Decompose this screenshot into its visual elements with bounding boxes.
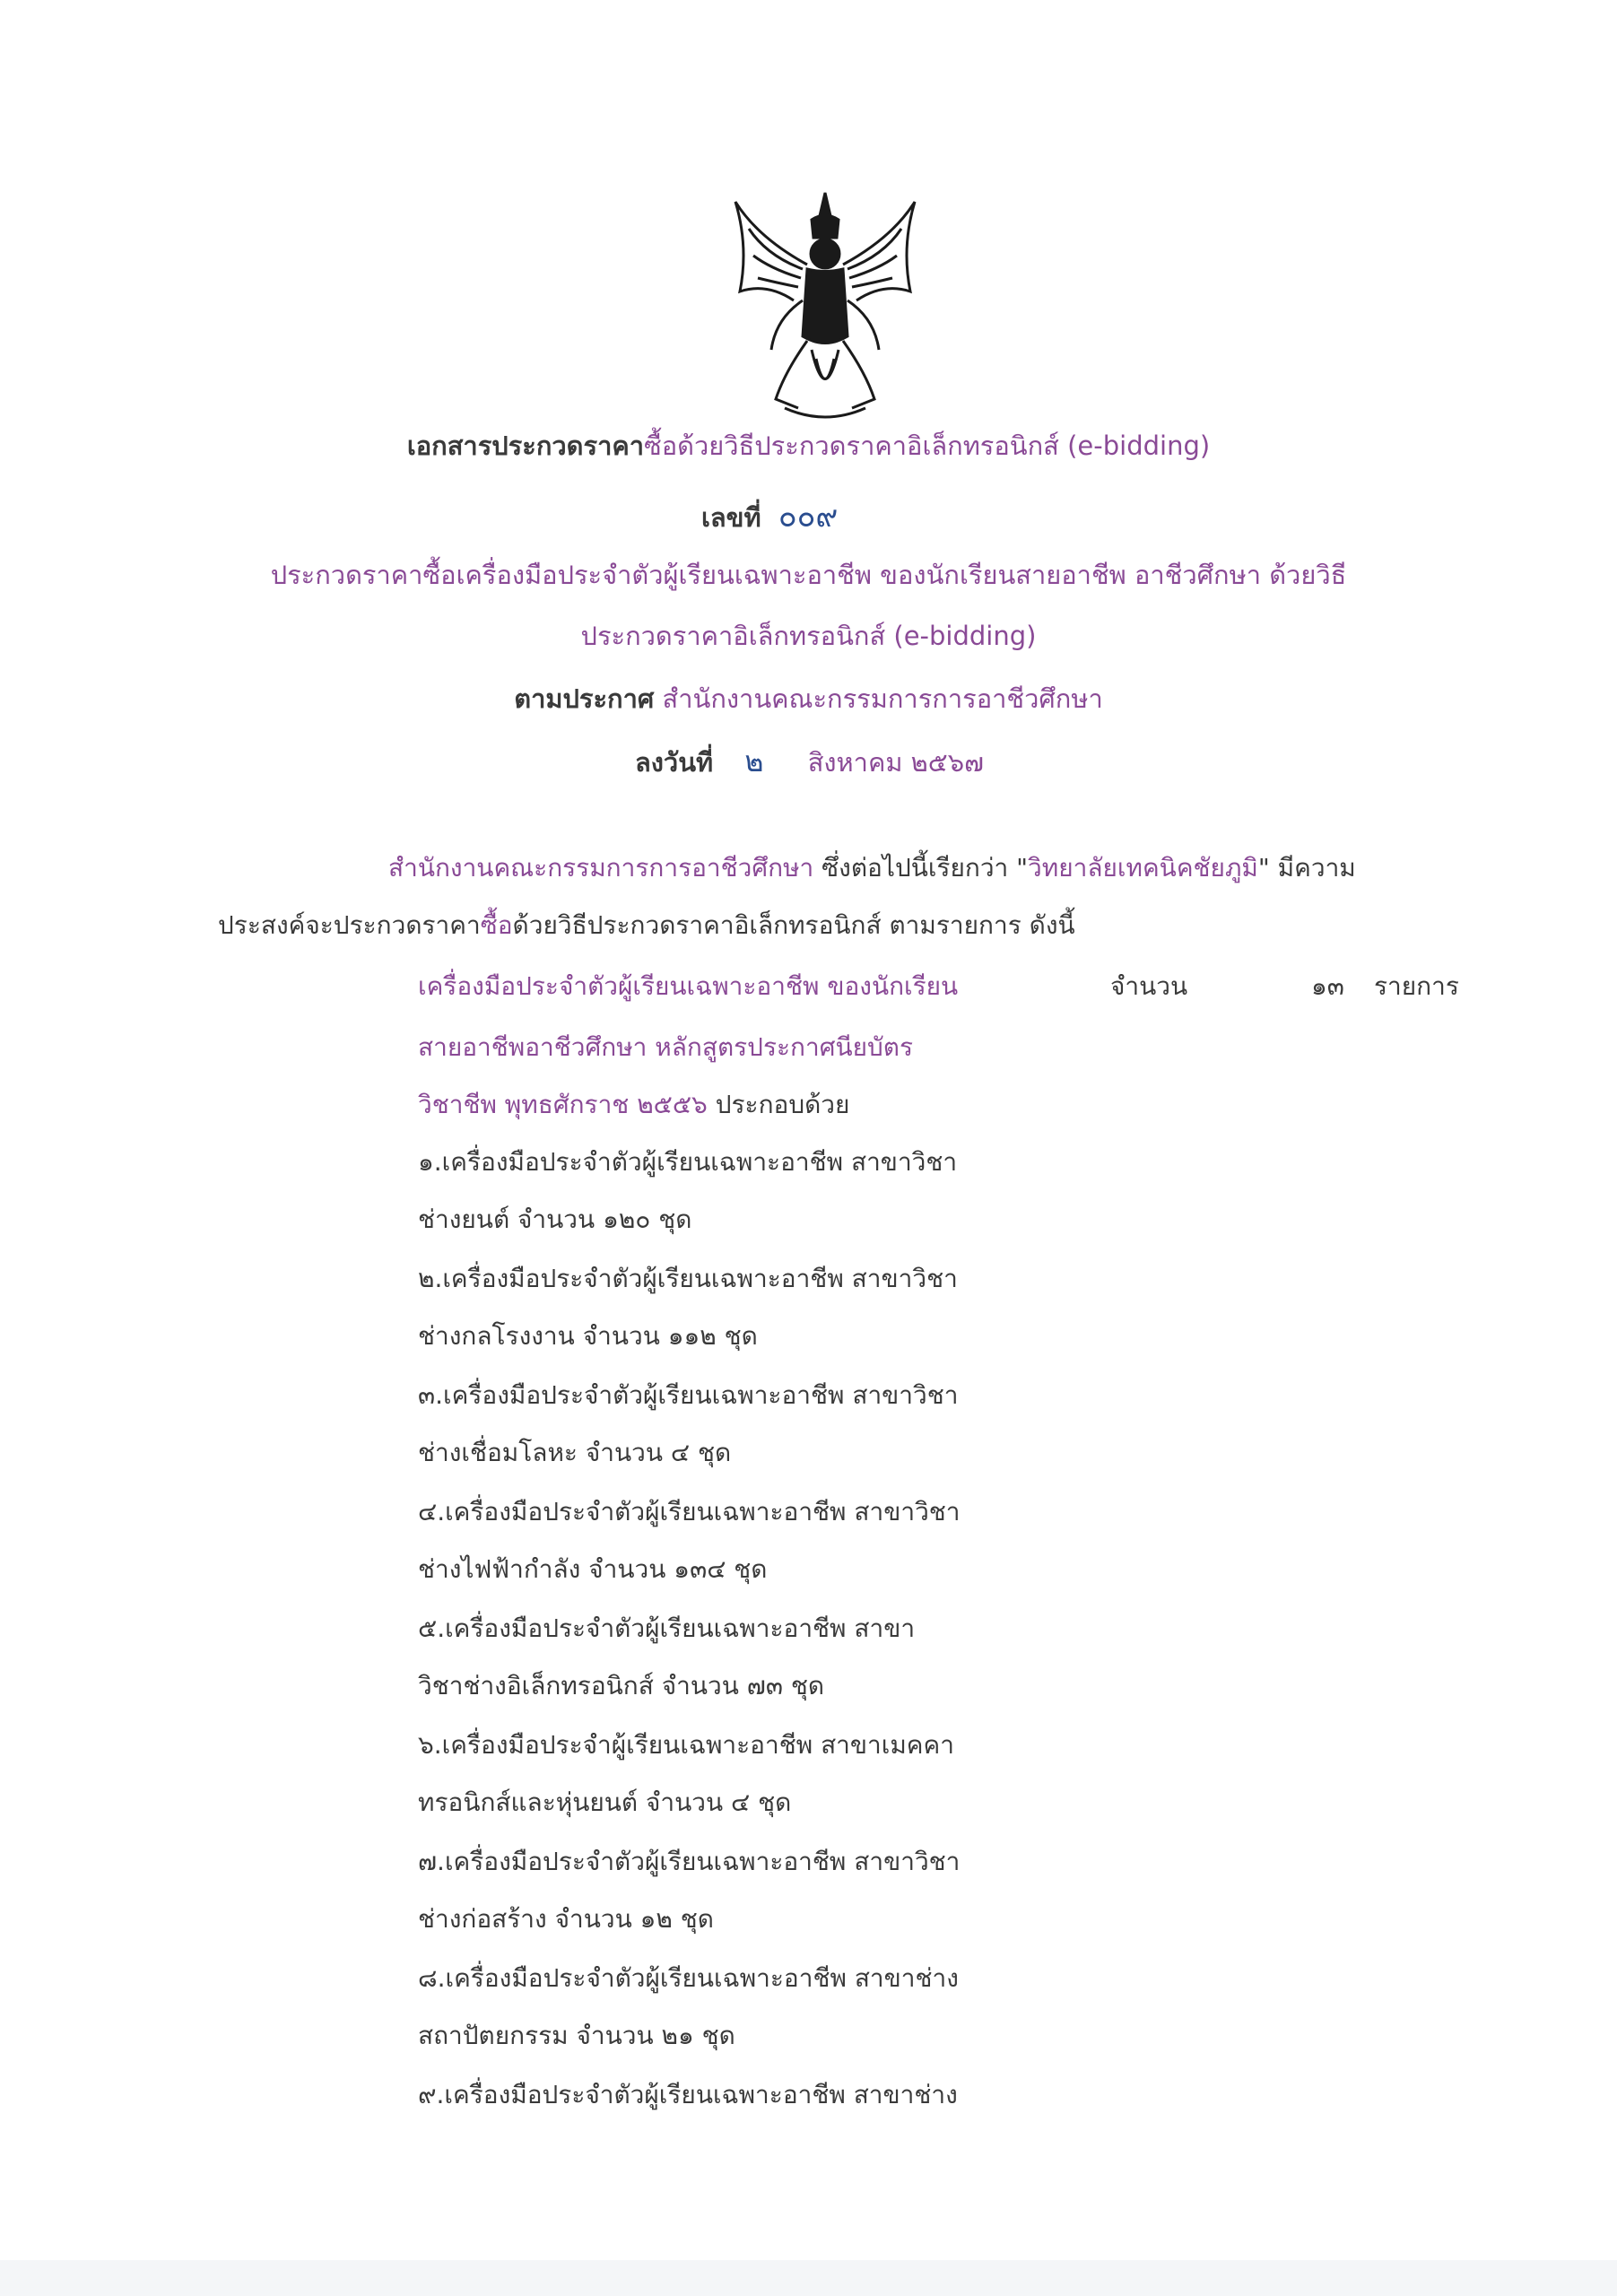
subject-line-2: ประกวดราคาอิเล็กทรอนิกส์ (e-bidding) xyxy=(580,621,1037,651)
announcement-line xyxy=(0,678,1617,719)
intro-text-a: ซึ่งต่อไปนี้เรียกว่า " xyxy=(813,853,1029,883)
list-line: ๗.เครื่องมือประจำตัวผู้เรียนเฉพาะอาชีพ สาขาวิชา xyxy=(418,1847,961,1876)
list-line: ๘.เครื่องมือประจำตัวผู้เรียนเฉพาะอาชีพ สาขาช่าง xyxy=(418,1963,959,1993)
item-line-3 xyxy=(418,1085,849,1125)
list-line: ๓.เครื่องมือประจำตัวผู้เรียนเฉพาะอาชีพ สาขาวิชา xyxy=(418,1380,959,1410)
title-prefix: เอกสารประกวดราคา xyxy=(406,430,645,461)
intro-line2-b: ซื้อ xyxy=(480,910,513,940)
intro-org: สำนักงานคณะกรรมการการอาชีวศึกษา xyxy=(388,853,814,883)
subject-line-1: ประกวดราคาซื้อเครื่องมือประจำตัวผู้เรียนเฉพาะอาชีพ ของนักเรียนสายอาชีพ อาชีวศึกษา ด้วยวิธี xyxy=(270,560,1347,590)
list-line: ช่างก่อสร้าง จำนวน ๑๒ ชุด xyxy=(418,1904,714,1934)
list-line: สถาปัตยกรรม จำนวน ๒๑ ชุด xyxy=(418,2021,735,2050)
intro-line-1 xyxy=(388,848,1356,888)
document-number xyxy=(701,491,838,540)
intro-line2-a: ประสงค์จะประกวดราคา xyxy=(218,910,481,940)
scan-edge xyxy=(0,2260,1617,2296)
list-line: ๕.เครื่องมือประจำตัวผู้เรียนเฉพาะอาชีพ สาขา xyxy=(418,1613,916,1643)
list-line: ๙.เครื่องมือประจำตัวผู้เรียนเฉพาะอาชีพ สาขาช่าง xyxy=(418,2080,958,2109)
item-line3-b: ประกอบด้วย xyxy=(707,1090,850,1119)
list-line: ช่างเชื่อมโลหะ จำนวน ๔ ชุด xyxy=(418,1438,732,1467)
list-line: ๑.เครื่องมือประจำตัวผู้เรียนเฉพาะอาชีพ สาขาวิชา xyxy=(418,1147,958,1177)
announce-label: ตามประกาศ xyxy=(514,683,655,714)
list-line: ทรอนิกส์และหุ่นยนต์ จำนวน ๔ ชุด xyxy=(418,1787,792,1817)
item-qty-unit: รายการ xyxy=(1374,971,1459,1001)
intro-text-b: " มีความ xyxy=(1257,853,1356,883)
garuda-emblem xyxy=(722,184,928,426)
number-label: เลขที่ xyxy=(701,502,761,533)
list-line: ๖.เครื่องมือประจำผู้เรียนเฉพาะอาชีพ สาขาเมคคา xyxy=(418,1730,954,1760)
item-qty-value: ๑๓ xyxy=(1311,971,1344,1001)
intro-line2-c: ด้วยวิธีประกวดราคาอิเล็กทรอนิกส์ ตามรายการ ดังนี้ xyxy=(512,910,1075,940)
date-day: ๒ xyxy=(744,744,764,778)
item-line-1: เครื่องมือประจำตัวผู้เรียนเฉพาะอาชีพ ของนักเรียน xyxy=(418,971,959,1001)
title-main: ซื้อด้วยวิธีประกวดราคาอิเล็กทรอนิกส์ (e-bidding) xyxy=(644,430,1211,461)
list-line: วิชาช่างอิเล็กทรอนิกส์ จำนวน ๗๓ ชุด xyxy=(418,1671,825,1700)
document-title xyxy=(0,425,1617,466)
list-line: ๔.เครื่องมือประจำตัวผู้เรียนเฉพาะอาชีพ สาขาวิชา xyxy=(418,1497,961,1526)
item-line-2: สายอาชีพอาชีวศึกษา หลักสูตรประกาศนียบัตร xyxy=(418,1032,914,1062)
date-line xyxy=(635,739,984,785)
list-line: ช่างกลโรงงาน จำนวน ๑๑๒ ชุด xyxy=(418,1321,758,1351)
list-line: ช่างไฟฟ้ากำลัง จำนวน ๑๓๔ ชุด xyxy=(418,1554,768,1584)
number-value: ๐๐๙ xyxy=(778,499,839,535)
item-line3-a: วิชาชีพ พุทธศักราช ๒๕๕๖ xyxy=(418,1090,708,1119)
date-label: ลงวันที่ xyxy=(635,747,714,778)
list-line: ช่างยนต์ จำนวน ๑๒๐ ชุด xyxy=(418,1205,692,1234)
list-line: ๒.เครื่องมือประจำตัวผู้เรียนเฉพาะอาชีพ สาขาวิชา xyxy=(418,1264,958,1293)
date-month-year: สิงหาคม ๒๕๖๗ xyxy=(807,747,984,778)
item-qty-label: จำนวน xyxy=(1110,971,1188,1001)
announce-org: สำนักงานคณะกรรมการการอาชีวศึกษา xyxy=(662,683,1103,714)
intro-line-2 xyxy=(218,906,1075,945)
intro-college: วิทยาลัยเทคนิคชัยภูมิ xyxy=(1028,853,1258,883)
